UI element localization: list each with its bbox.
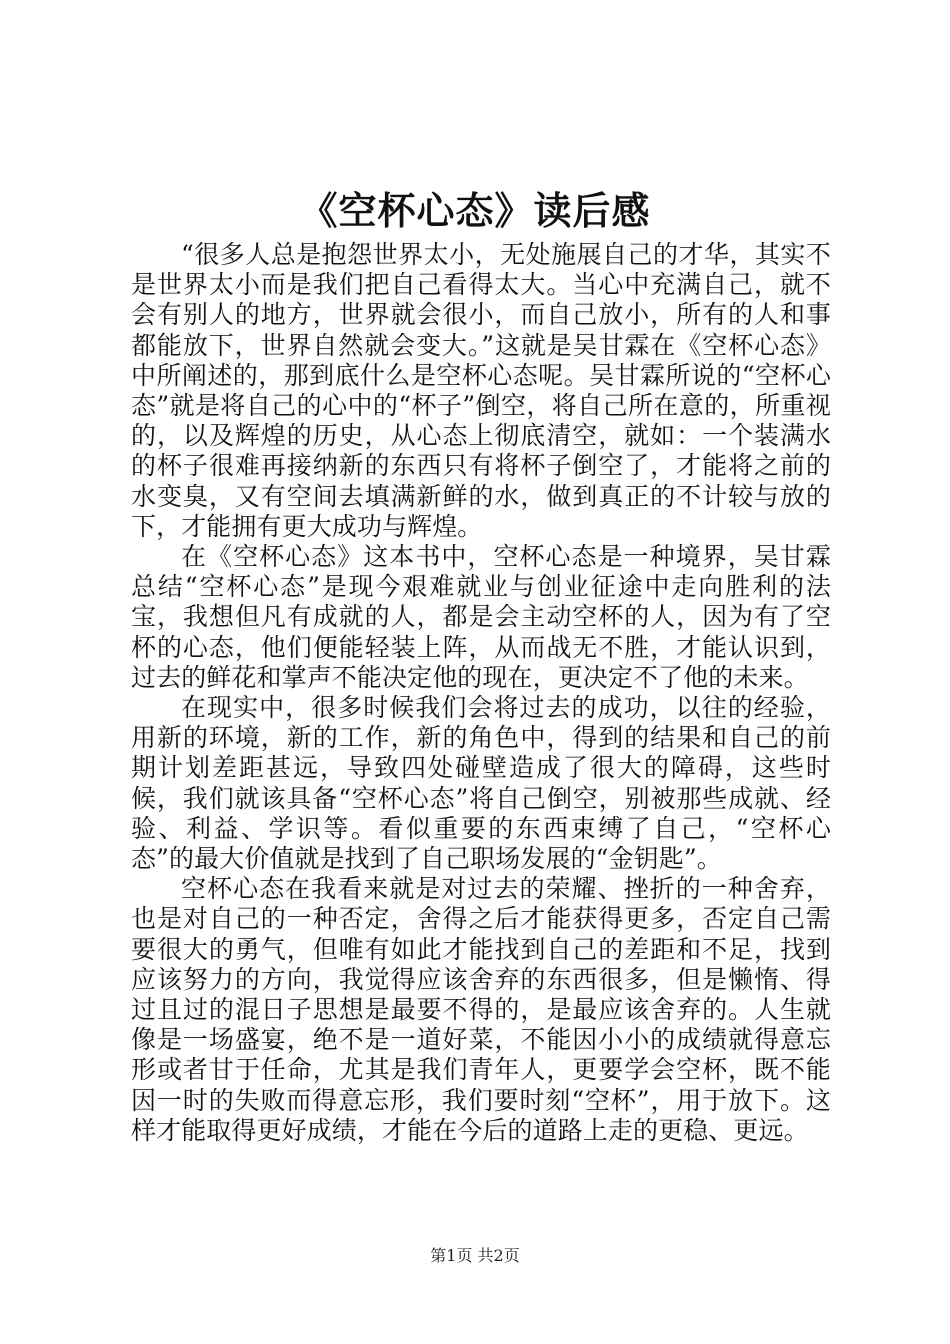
document-title: 《空杯心态》读后感 bbox=[299, 188, 651, 233]
paragraph-3: 在现实中，很多时候我们会将过去的成功，以往的经验，用新的环境，新的工作，新的角色中，得到的结果和自己的前期计划差距甚远，导致四处碰壁造成了很大的障碍，这些时候，我们就该具备“空杯心态”将自己倒空，别被那些成就、经验、利益、学识等。看似重要的东西束缚了自己，“空杯心态”的最大价值就是找到了自己职场发展的“金钥匙”。 bbox=[131, 693, 831, 874]
paragraph-1: “很多人总是抱怨世界太小，无处施展自己的才华，其实不是世界太小而是我们把自己看得太大。当心中充满自己，就不会有别人的地方，世界就会很小，而自己放小，所有的人和事都能放下，世界自然就会变大。”这就是吴甘霖在《空杯心态》中所阐述的，那到底什么是空杯心态呢。吴甘霖所说的“空杯心态”就是将自己的心中的“杯子”倒空，将自己所在意的，所重视的，以及辉煌的历史，从心态上彻底清空，就如：一个装满水的杯子很难再接纳新的东西只有将杯子倒空了，才能将之前的水变臭，又有空间去填满新鲜的水，做到真正的不计较与放的下，才能拥有更大成功与辉煌。 bbox=[131, 240, 831, 541]
document-body bbox=[131, 240, 831, 1146]
page-number-footer: 第1页 共2页 bbox=[430, 1246, 520, 1265]
paragraph-4: 空杯心态在我看来就是对过去的荣耀、挫折的一种舍弃，也是对自己的一种否定，舍得之后才能获得更多，否定自己需要很大的勇气，但唯有如此才能找到自己的差距和不足，找到应该努力的方向，我觉得应该舍弃的东西很多，但是懒惰、得过且过的混日子思想是最要不得的，是最应该舍弃的。人生就像是一场盛宴，绝不是一道好菜，不能因小小的成绩就得意忘形或者甘于任命，尤其是我们青年人，更要学会空杯，既不能因一时的失败而得意忘形，我们要时刻“空杯”，用于放下。这样才能取得更好成绩，才能在今后的道路上走的更稳、更远。 bbox=[131, 874, 831, 1145]
paragraph-2: 在《空杯心态》这本书中，空杯心态是一种境界，吴甘霖总结“空杯心态”是现今艰难就业与创业征途中走向胜利的法宝，我想但凡有成就的人，都是会主动空杯的人，因为有了空杯的心态，他们便能轻装上阵，从而战无不胜，才能认识到，过去的鲜花和掌声不能决定他的现在，更决定不了他的未来。 bbox=[131, 542, 831, 692]
